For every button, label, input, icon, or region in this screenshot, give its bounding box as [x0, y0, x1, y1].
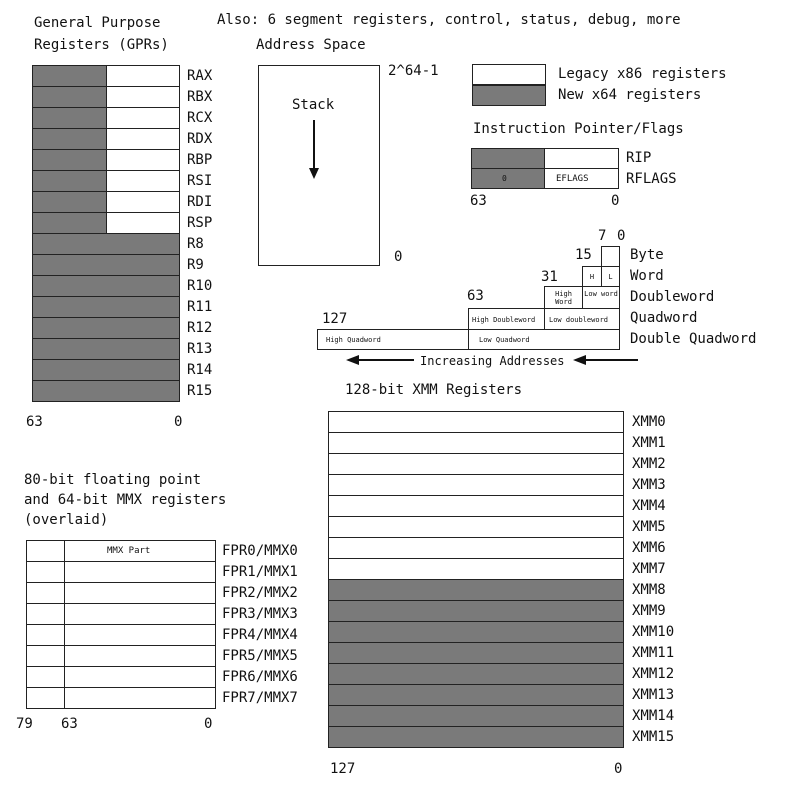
size-bit7: 7 [598, 228, 607, 244]
mmx-part-cell [64, 603, 216, 625]
address-space-bottom-label: 0 [394, 249, 403, 265]
rflags-high-cell [471, 168, 545, 189]
fpr-exponent-cell [26, 603, 65, 625]
fpr-reg-label: FPR3/MMX3 [222, 606, 298, 622]
fpu-bit63: 63 [61, 716, 78, 732]
mmx-part-cell [64, 645, 216, 667]
address-space-top-label: 2^64-1 [388, 63, 439, 79]
xmm-register-cell [328, 663, 624, 685]
xmm-register-cell [328, 621, 624, 643]
mmx-part-cell [64, 540, 216, 562]
xmm-reg-label: XMM13 [632, 687, 675, 703]
increasing-addresses-label: Increasing Addresses [420, 354, 565, 368]
stack-label: Stack [292, 97, 335, 113]
gpr-reg-label: RSI [187, 173, 213, 189]
fpr-exponent-cell [26, 687, 65, 709]
xmm-reg-label: XMM5 [632, 519, 666, 535]
fpr-reg-label: FPR1/MMX1 [222, 564, 298, 580]
gpr-reg-label: RBX [187, 89, 213, 105]
gpr-reg-label: R8 [187, 236, 204, 252]
fpu-title-line3: (overlaid) [24, 512, 109, 528]
gpr-reg-label: RAX [187, 68, 213, 84]
xmm-register-cell [328, 537, 624, 559]
gpr-bit-high: 63 [26, 414, 43, 430]
gpr-reg-label: R12 [187, 320, 213, 336]
dq-high-cell [317, 329, 469, 350]
xmm-register-cell [328, 684, 624, 706]
fpu-bit79: 79 [16, 716, 33, 732]
xmm-register-cell [328, 411, 624, 433]
mmx-part-label: MMX Part [107, 546, 151, 556]
xmm-reg-label: XMM12 [632, 666, 675, 682]
fpr-reg-label: FPR5/MMX5 [222, 648, 298, 664]
xmm-register-cell [328, 558, 624, 580]
fpu-bit0: 0 [204, 716, 213, 732]
high-quadword-label: High Quadword [326, 336, 381, 344]
gpr-reg-label: R15 [187, 383, 213, 399]
ip-bit-low: 0 [611, 193, 620, 209]
xmm-reg-label: XMM2 [632, 456, 666, 472]
doubleword-high-cell [544, 286, 583, 309]
fpr-exponent-cell [26, 666, 65, 688]
rflags-label: RFLAGS [626, 171, 677, 187]
ip-bit-high: 63 [470, 193, 487, 209]
eflags-label: EFLAGS [556, 174, 589, 184]
mmx-part-cell [64, 582, 216, 604]
size-byte-label: Byte [630, 247, 664, 263]
word-l-label: L [608, 273, 613, 281]
xmm-reg-label: XMM1 [632, 435, 666, 451]
fpr-reg-label: FPR7/MMX7 [222, 690, 298, 706]
fpr-reg-label: FPR2/MMX2 [222, 585, 298, 601]
increasing-addresses-arrow-right [573, 355, 638, 365]
size-bit63: 63 [467, 288, 484, 304]
size-double-quadword-label: Double Quadword [630, 331, 757, 347]
xmm-reg-label: XMM7 [632, 561, 666, 577]
increasing-addresses-arrow-left [346, 355, 414, 365]
mmx-part-cell [64, 561, 216, 583]
gpr-reg-label: R11 [187, 299, 213, 315]
xmm-title: 128-bit XMM Registers [345, 382, 523, 398]
legend-legacy-label: Legacy x86 registers [558, 66, 727, 82]
gpr-bit-low: 0 [174, 414, 183, 430]
dq-low-cell [468, 329, 620, 350]
xmm-reg-label: XMM8 [632, 582, 666, 598]
fpr-exponent-cell [26, 582, 65, 604]
gpr-reg-label: R14 [187, 362, 213, 378]
size-bit0: 0 [617, 228, 626, 244]
mmx-part-cell [64, 666, 216, 688]
mmx-part-cell [64, 624, 216, 646]
xmm-register-cell [328, 516, 624, 538]
xmm-bit-low: 0 [614, 761, 623, 777]
gpr-reg-label: RDX [187, 131, 213, 147]
xmm-reg-label: XMM15 [632, 729, 675, 745]
xmm-register-cell [328, 495, 624, 517]
rip-low-cell [544, 148, 619, 169]
rip-label: RIP [626, 150, 652, 166]
gpr-reg-label: RSP [187, 215, 213, 231]
xmm-register-cell [328, 453, 624, 475]
fpr-exponent-cell [26, 540, 65, 562]
quadword-high-cell [468, 308, 545, 330]
stack-arrow [309, 120, 319, 179]
low-quadword-label: Low Quadword [479, 336, 530, 344]
gpr-title-line2: Registers (GPRs) [34, 37, 169, 53]
xmm-reg-label: XMM14 [632, 708, 675, 724]
size-word-label: Word [630, 268, 664, 284]
gpr-reg-label: R9 [187, 257, 204, 273]
low-doubleword-label: Low doubleword [549, 316, 609, 324]
gpr-reg-label: RDI [187, 194, 213, 210]
high-word-label: High Word [555, 290, 572, 306]
xmm-reg-label: XMM3 [632, 477, 666, 493]
fpr-exponent-cell [26, 624, 65, 646]
xmm-register-cell [328, 705, 624, 727]
size-quadword-label: Quadword [630, 310, 698, 326]
xmm-reg-label: XMM4 [632, 498, 666, 514]
top-note: Also: 6 segment registers, control, status, debug, more [217, 12, 681, 28]
xmm-reg-label: XMM10 [632, 624, 675, 640]
gpr-reg-label: R10 [187, 278, 213, 294]
xmm-register-cell [328, 642, 624, 664]
fpr-reg-label: FPR6/MMX6 [222, 669, 298, 685]
xmm-reg-label: XMM11 [632, 645, 675, 661]
fpr-reg-label: FPR4/MMX4 [222, 627, 298, 643]
fpr-exponent-cell [26, 645, 65, 667]
mmx-part-cell [64, 687, 216, 709]
size-doubleword-label: Doubleword [630, 289, 715, 305]
xmm-bit-high: 127 [330, 761, 356, 777]
address-space-title: Address Space [256, 37, 366, 53]
xmm-register-cell [328, 726, 624, 748]
low-word-label: Low word [584, 290, 618, 298]
gpr-reg-label: RCX [187, 110, 213, 126]
size-bit15: 15 [575, 247, 592, 263]
quadword-low-cell [544, 308, 620, 330]
xmm-register-cell [328, 432, 624, 454]
xmm-reg-label: XMM6 [632, 540, 666, 556]
eflags-cell [544, 168, 619, 189]
rflags-zero-label: 0 [502, 174, 507, 183]
high-doubleword-label: High Doubleword [472, 316, 536, 324]
legend-new-swatch [472, 85, 546, 106]
gpr-reg-label: RBP [187, 152, 213, 168]
size-bit31: 31 [541, 269, 558, 285]
gpr-title-line1: General Purpose [34, 15, 161, 31]
legend-new-label: New x64 registers [558, 87, 702, 103]
size-bit127: 127 [322, 311, 348, 327]
word-high-cell [582, 266, 602, 287]
xmm-register-cell [328, 600, 624, 622]
byte-cell [601, 246, 620, 267]
xmm-register-cell [328, 474, 624, 496]
fpr-reg-label: FPR0/MMX0 [222, 543, 298, 559]
rip-high-cell [471, 148, 545, 169]
ip-flags-title: Instruction Pointer/Flags [473, 121, 684, 137]
xmm-register-cell [328, 579, 624, 601]
fpu-title-line2: and 64-bit MMX registers [24, 492, 227, 508]
legend-legacy-swatch [472, 64, 546, 85]
fpr-exponent-cell [26, 561, 65, 583]
fpu-title-line1: 80-bit floating point [24, 472, 202, 488]
xmm-reg-label: XMM9 [632, 603, 666, 619]
gpr-reg-label: R13 [187, 341, 213, 357]
word-low-cell [601, 266, 620, 287]
xmm-reg-label: XMM0 [632, 414, 666, 430]
doubleword-low-cell [582, 286, 620, 309]
word-h-label: H [589, 273, 595, 281]
